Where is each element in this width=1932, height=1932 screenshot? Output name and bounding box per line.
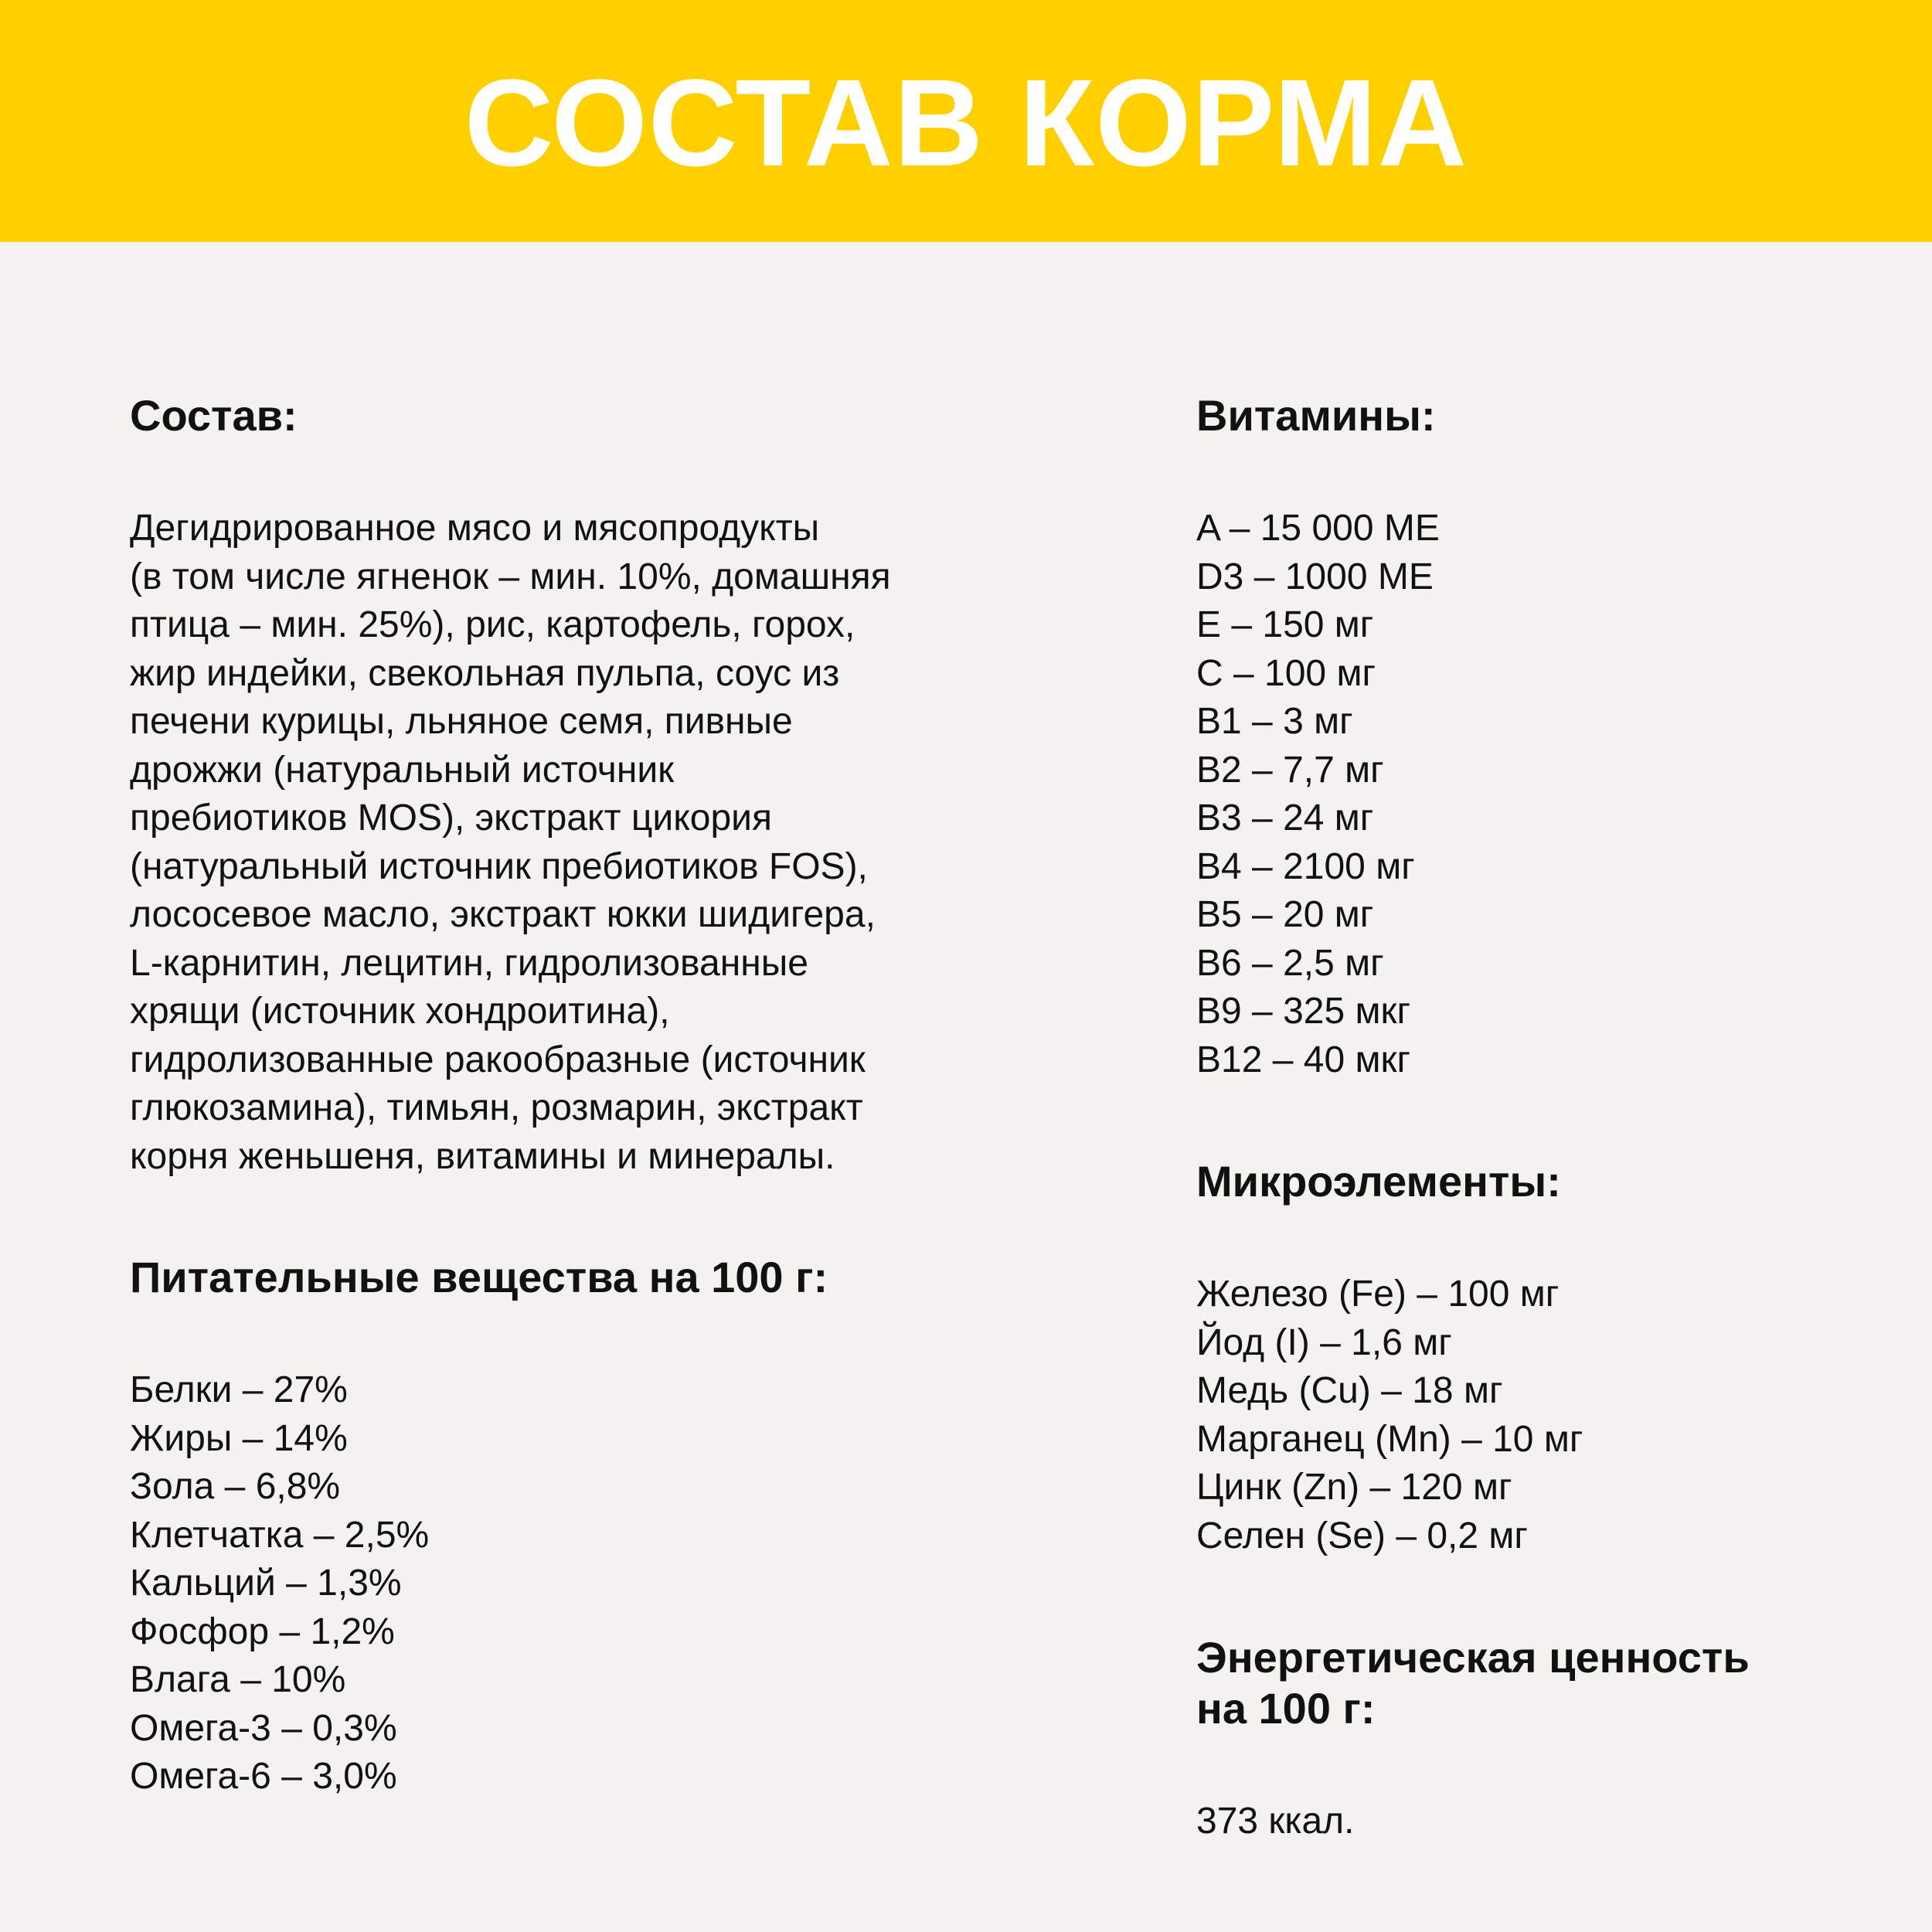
vitamin-item: E – 150 мг — [1196, 604, 1374, 645]
composition-line: Дегидрированное мясо и мясопродукты — [130, 508, 820, 549]
composition-line: жир индейки, свекольная пульпа, соус из — [130, 652, 840, 694]
microelements-heading: Микроэлементы: — [1196, 1157, 1561, 1206]
vitamin-item: C – 100 мг — [1196, 652, 1376, 694]
nutrient-item: Омега-3 – 0,3% — [130, 1707, 397, 1749]
energy-heading — [1196, 1632, 1892, 1734]
vitamin-item: B2 – 7,7 мг — [1196, 749, 1384, 791]
composition-line: (в том числе ягненок – мин. 10%, домашняя — [130, 556, 891, 597]
energy-value: 373 ккал. — [1196, 1801, 1355, 1842]
header-banner — [0, 0, 1932, 242]
composition-line: (натуральный источник пребиотиков FOS), — [130, 845, 868, 887]
microelement-item: Медь (Cu) – 18 мг — [1196, 1370, 1503, 1411]
composition-line: пребиотиков MOS), экстракт цикория — [130, 798, 772, 838]
composition-line: лососевое масло, экстракт юкки шидигера, — [130, 894, 876, 935]
composition-line: дрожжи (натуральный источник — [130, 749, 675, 791]
composition-text — [130, 505, 1042, 1181]
nutrient-item: Зола – 6,8% — [130, 1466, 341, 1507]
right-column — [1196, 390, 1892, 1846]
vitamin-item: A – 15 000 МЕ — [1196, 508, 1440, 549]
vitamin-item: B9 – 325 мкг — [1196, 991, 1411, 1032]
energy-heading-line: Энергетическая ценность — [1196, 1633, 1750, 1682]
nutrient-item: Фосфор – 1,2% — [130, 1611, 395, 1652]
energy-heading-line: на 100 г: — [1196, 1684, 1376, 1733]
page-title: СОСТАВ КОРМА — [464, 53, 1468, 192]
vitamins-heading: Витамины: — [1196, 391, 1436, 440]
microelement-item: Селен (Se) – 0,2 мг — [1196, 1515, 1528, 1556]
nutrient-item: Омега-6 – 3,0% — [130, 1756, 397, 1797]
nutrient-item: Влага – 10% — [130, 1659, 346, 1700]
vitamin-item: B5 – 20 мг — [1196, 894, 1374, 935]
left-column — [130, 390, 1042, 1801]
vitamin-item: B6 – 2,5 мг — [1196, 942, 1384, 984]
vitamins-list — [1196, 505, 1892, 1084]
microelement-item: Йод (I) – 1,6 мг — [1196, 1321, 1452, 1363]
composition-heading: Состав: — [130, 391, 298, 440]
microelement-item: Цинк (Zn) – 120 мг — [1196, 1467, 1512, 1508]
composition-line: глюкозамина), тимьян, розмарин, экстракт — [130, 1087, 863, 1128]
composition-line: печени курицы, льняное семя, пивные — [130, 701, 793, 742]
nutrients-heading: Питательные вещества на 100 г: — [130, 1253, 828, 1301]
nutrient-item: Клетчатка – 2,5% — [130, 1514, 430, 1556]
nutrient-item: Белки – 27% — [130, 1369, 348, 1410]
composition-line: птица – мин. 25%), рис, картофель, горох, — [130, 604, 855, 645]
vitamin-item: D3 – 1000 МЕ — [1196, 556, 1434, 597]
vitamin-item: B3 – 24 мг — [1196, 798, 1374, 838]
vitamin-item: B4 – 2100 мг — [1196, 845, 1415, 887]
composition-line: хрящи (источник хондроитина), — [130, 991, 670, 1032]
vitamin-item: B1 – 3 мг — [1196, 701, 1353, 742]
microelement-item: Марганец (Mn) – 10 мг — [1196, 1418, 1583, 1460]
vitamin-item: B12 – 40 мкг — [1196, 1039, 1411, 1080]
composition-line: L-карнитин, лецитин, гидролизованные — [130, 942, 808, 984]
composition-line: гидролизованные ракообразные (источник — [130, 1039, 866, 1080]
microelement-item: Железо (Fe) – 100 мг — [1196, 1274, 1560, 1315]
microelements-list — [1196, 1270, 1892, 1560]
nutrient-item: Жиры – 14% — [130, 1417, 348, 1459]
nutrient-item: Кальций – 1,3% — [130, 1563, 402, 1604]
nutrients-list — [130, 1366, 1042, 1801]
composition-line: корня женьшеня, витамины и минералы. — [130, 1135, 835, 1177]
